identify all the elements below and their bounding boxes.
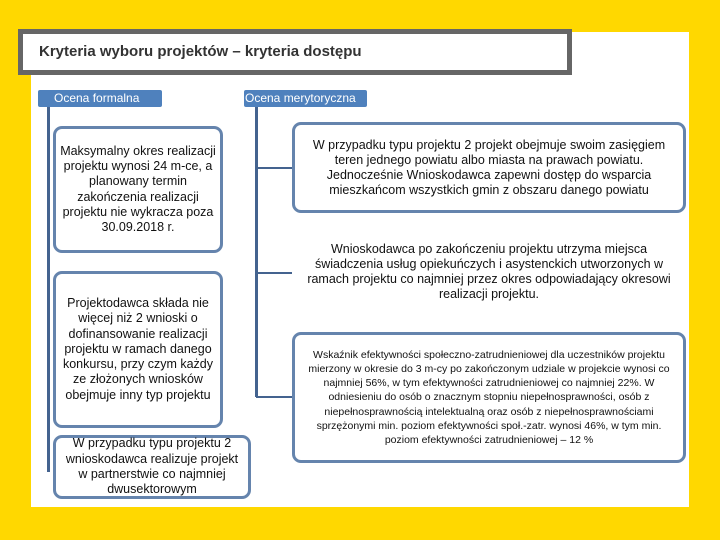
criterion-text: Maksymalny okres realizacji projektu wynosi 24 m-ce, a planowany termin zakończenia realizacji projektu nie wykracza poza 30.09.2018 r.: [60, 143, 216, 235]
formal-criterion: [53, 435, 251, 499]
criterion-text: Projektodawca składa nie więcej niż 2 wnioski o dofinansowanie realizacji projektu w ramach danego konkursu, przy czym każdy ze złożonych wniosków obejmuje inny typ projektu: [62, 295, 214, 402]
merit-branch: [256, 167, 292, 169]
formal-criterion: [53, 126, 223, 253]
formal-label: Ocena formalna: [38, 90, 162, 107]
title-box: [18, 29, 572, 75]
slide-title: Kryteria wyboru projektów – kryteria dostępu: [39, 43, 362, 60]
merit-criterion: [292, 232, 686, 312]
merit-criterion: [292, 332, 686, 463]
criterion-text: W przypadku typu projektu 2 projekt obejmuje swoim zasięgiem teren jednego powiatu albo miasta na prawach powiatu. Jednocześnie Wnioskodawca zapewni dostęp do wsparcia mieszkańcom wszystkich gmin z obszaru danego powiatu: [312, 137, 666, 197]
criterion-text: Wnioskodawca po zakończeniu projektu utrzyma miejsca świadczenia usług opiekuńczych i asystenckich utworzonych w ramach projektu co najmniej przez okres odpowiadający okresowi realizacji projektu.: [307, 242, 671, 301]
criterion-text: W przypadku typu projektu 2 wnioskodawca realizuje projekt w partnerstwie co najmniej dwusektorowym: [65, 436, 239, 497]
formal-connector: [47, 107, 50, 472]
criterion-text: Wskaźnik efektywności społeczno-zatrudnieniowej dla uczestników projektu mierzony w okresie do 3 m-cy po zakończonym udziale w projekcie wynosi co najmniej 56%, w tym efektywności zatrudnieniowej co najmniej 22%. W odniesieniu do osób o znacznym stopniu niepełnosprawności, osób z niepełnosprawnością intelektualną oraz osób z niepełnosprawnościami sprzężonymi min. poziom efektywności społ.-zatr. wynosi 46%, w tym min. poziom efektywności zatrudnieniowej – 12 %: [308, 348, 670, 446]
merit-branch: [256, 272, 292, 274]
merit-criterion: [292, 122, 686, 213]
formal-criterion: [53, 271, 223, 428]
merit-label: Ocena merytoryczna: [244, 90, 367, 107]
merit-connector: [255, 107, 258, 397]
merit-branch: [256, 396, 292, 398]
